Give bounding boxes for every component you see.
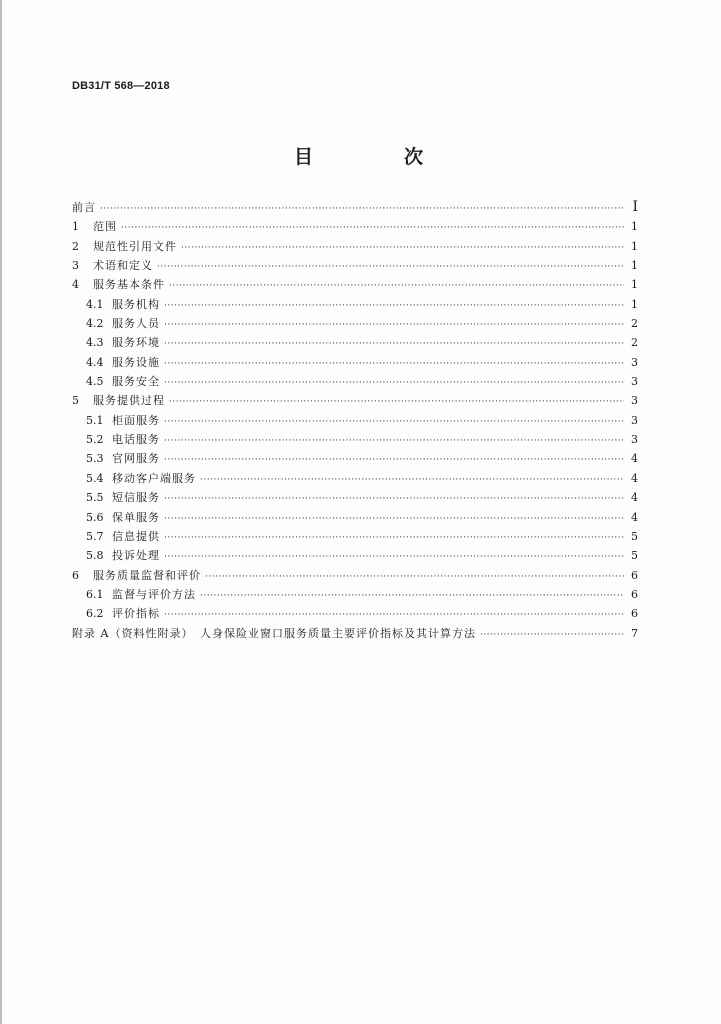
toc-entry[interactable] (72, 276, 638, 295)
toc-entry-page-number: 6 (631, 607, 638, 621)
toc-entry[interactable] (72, 238, 638, 257)
toc-entry-label: 附录 A（资料性附录） 人身保险业窗口服务质量主要评价指标及其计算方法 (72, 626, 476, 640)
dot-leader (164, 514, 624, 524)
toc-entry-number: 2 (72, 239, 79, 253)
dot-leader (157, 262, 624, 272)
toc-entry-number: 5.5 (86, 491, 104, 505)
toc-entry-label: 服务基本条件 (93, 278, 165, 292)
dot-leader (100, 204, 624, 214)
dot-leader (164, 455, 624, 465)
toc-entry-number: 6.2 (86, 607, 104, 621)
toc-entry-page-number: 2 (631, 317, 638, 331)
toc-entry-label: 监督与评价方法 (112, 587, 196, 601)
toc-entry-page-number: 3 (631, 394, 638, 408)
dot-leader (164, 320, 624, 330)
toc-entry-page-number: 2 (631, 336, 638, 350)
toc-entry-page-number: 7 (631, 626, 638, 640)
dot-leader (164, 301, 624, 311)
toc-entry-label: 术语和定义 (93, 259, 153, 273)
toc-entry[interactable] (72, 605, 638, 624)
dot-leader (169, 281, 624, 291)
toc-entry-page-number: Ⅰ (632, 199, 638, 215)
toc-entry[interactable] (72, 489, 638, 508)
toc-entry[interactable] (72, 431, 638, 450)
toc-entry[interactable] (72, 509, 638, 528)
toc-entry-label: 范围 (93, 220, 117, 234)
toc-entry-number: 6 (72, 568, 79, 582)
toc-entry[interactable] (72, 354, 638, 373)
dot-leader (164, 610, 624, 620)
toc-entry-page-number: 5 (631, 549, 638, 563)
standard-code: DB31/T 568—2018 (72, 80, 170, 92)
toc-entry-page-number: 4 (631, 471, 638, 485)
toc-entry[interactable] (72, 392, 638, 411)
toc-entry-number: 5.7 (86, 529, 104, 543)
toc-entry-label: 服务环境 (112, 336, 160, 350)
toc-entry[interactable] (72, 296, 638, 315)
toc-entry-number: 5 (72, 394, 79, 408)
toc-entry[interactable] (72, 586, 638, 605)
dot-leader (200, 475, 624, 485)
toc-entry-number: 6.1 (86, 587, 104, 601)
toc-entry-page-number: 1 (631, 278, 638, 292)
toc-entry-page-number: 6 (631, 568, 638, 582)
toc-entry-page-number: 4 (631, 491, 638, 505)
dot-leader (164, 533, 624, 543)
toc-entry-number: 5.3 (86, 452, 104, 466)
toc-entry-number: 4 (72, 278, 79, 292)
toc-entry[interactable] (72, 334, 638, 353)
page-title: 目 次 (293, 146, 459, 168)
dot-leader (181, 243, 624, 253)
toc-entry-label: 移动客户端服务 (112, 471, 196, 485)
dot-leader (205, 572, 624, 582)
dot-leader (164, 339, 624, 349)
dot-leader (480, 630, 624, 640)
toc-entry-number: 4.1 (86, 297, 104, 311)
toc-entry-label: 服务人员 (112, 317, 160, 331)
toc-entry-page-number: 3 (631, 413, 638, 427)
toc-entry-label: 服务提供过程 (93, 394, 165, 408)
toc-entry-label: 投诉处理 (112, 549, 160, 563)
toc-entry-number: 5.6 (86, 510, 104, 524)
toc-entry-page-number: 1 (631, 297, 638, 311)
table-of-contents (72, 199, 638, 644)
toc-entry[interactable] (72, 470, 638, 489)
toc-entry-number: 4.2 (86, 317, 104, 331)
toc-entry-label: 服务安全 (112, 375, 160, 389)
toc-entry[interactable] (72, 218, 638, 237)
toc-entry-number: 1 (72, 220, 79, 234)
toc-entry[interactable] (72, 257, 638, 276)
toc-entry[interactable] (72, 199, 638, 218)
dot-leader (164, 552, 624, 562)
dot-leader (164, 436, 624, 446)
toc-entry[interactable] (72, 625, 638, 644)
toc-entry-number: 5.2 (86, 433, 104, 447)
toc-entry[interactable] (72, 315, 638, 334)
dot-leader (164, 359, 624, 369)
dot-leader (164, 417, 624, 427)
toc-entry-label: 信息提供 (112, 529, 160, 543)
toc-entry-label: 服务设施 (112, 355, 160, 369)
toc-entry[interactable] (72, 412, 638, 431)
toc-entry[interactable] (72, 567, 638, 586)
dot-leader (200, 591, 624, 601)
toc-entry-label: 前言 (72, 201, 96, 214)
toc-entry-number: 4.3 (86, 336, 104, 350)
toc-entry[interactable] (72, 373, 638, 392)
toc-entry-label: 服务质量监督和评价 (93, 568, 201, 582)
toc-entry-label: 官网服务 (112, 452, 160, 466)
toc-entry[interactable] (72, 547, 638, 566)
toc-entry-number: 4.5 (86, 375, 104, 389)
toc-entry-number: 4.4 (86, 355, 104, 369)
dot-leader (121, 223, 624, 233)
dot-leader (169, 397, 624, 407)
toc-entry-label: 电话服务 (112, 433, 160, 447)
toc-entry-label: 保单服务 (112, 510, 160, 524)
toc-entry-label: 规范性引用文件 (93, 239, 177, 253)
toc-entry[interactable] (72, 528, 638, 547)
toc-entry-page-number: 3 (631, 433, 638, 447)
dot-leader (164, 494, 624, 504)
toc-entry-label: 柜面服务 (112, 413, 160, 427)
toc-entry-label: 短信服务 (112, 491, 160, 505)
toc-entry-number: 5.1 (86, 413, 104, 427)
toc-entry-page-number: 6 (631, 587, 638, 601)
toc-entry-number: 5.4 (86, 471, 104, 485)
toc-entry-page-number: 1 (631, 239, 638, 253)
toc-entry-number: 5.8 (86, 549, 104, 563)
toc-entry-page-number: 1 (631, 259, 638, 273)
toc-entry-number: 3 (72, 259, 79, 273)
toc-entry-page-number: 4 (631, 452, 638, 466)
toc-entry-page-number: 3 (631, 355, 638, 369)
toc-entry-label: 服务机构 (112, 297, 160, 311)
dot-leader (164, 378, 624, 388)
toc-entry-page-number: 4 (631, 510, 638, 524)
toc-entry-page-number: 3 (631, 375, 638, 389)
toc-entry-label: 评价指标 (112, 607, 160, 621)
toc-entry-page-number: 1 (631, 220, 638, 234)
toc-entry-page-number: 5 (631, 529, 638, 543)
toc-entry[interactable] (72, 450, 638, 469)
